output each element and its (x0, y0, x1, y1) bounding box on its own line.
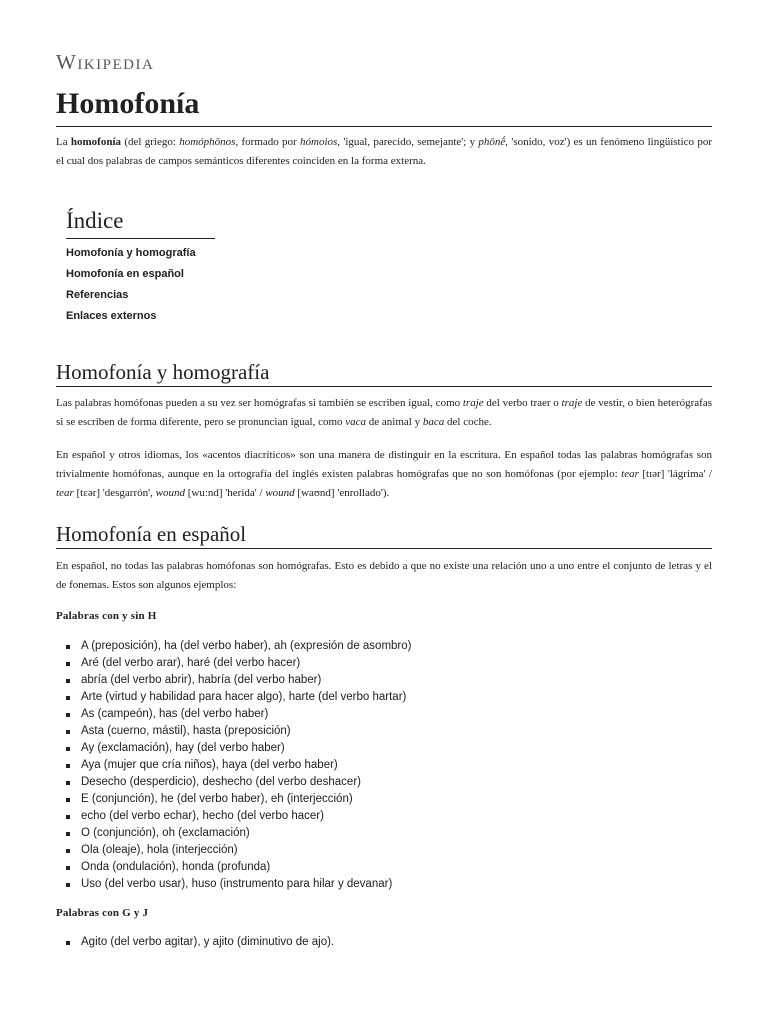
italic-term: traje (561, 397, 583, 409)
italic-term: traje (462, 397, 484, 409)
intro-text: , formado por (235, 136, 301, 148)
list-item: echo (del verbo echar), hecho (del verbo hacer) (62, 808, 411, 825)
intro-greek-term: phōnḗ (478, 136, 506, 148)
italic-term: tear (56, 487, 74, 499)
word-list (62, 638, 411, 893)
word-list (62, 934, 334, 951)
italic-term: tear (621, 468, 639, 480)
section-paragraph: En español, no todas las palabras homófonas son homógrafas. Esto es debido a que no existe una relación uno a uno entre el conjunto de letras y el de fonemas. Estos son algunos ejemplos: (56, 560, 712, 591)
paragraph-text: [tɪər] 'lágrima' / (638, 468, 712, 480)
section-paragraph (56, 446, 712, 503)
page-title: Homofonía (56, 84, 712, 127)
toc-title: Índice (66, 206, 215, 239)
table-of-contents (66, 206, 215, 327)
italic-term: vaca (345, 416, 367, 428)
italic-term: baca (422, 416, 445, 428)
list-item: Ay (exclamación), hay (del verbo haber) (62, 740, 411, 757)
italic-term: wound (155, 487, 185, 499)
list-item: abría (del verbo abrir), habría (del verbo haber) (62, 672, 411, 689)
list-item: O (conjunción), oh (exclamación) (62, 825, 411, 842)
list-item: Aya (mujer que cría niños), haya (del verbo haber) (62, 757, 411, 774)
paragraph-text: [tɛər] 'desgarrón', (73, 487, 156, 499)
list-item: Uso (del verbo usar), huso (instrumento para hilar y devanar) (62, 876, 411, 893)
section-heading: Homofonía y homografía (56, 358, 712, 387)
subsection-heading: Palabras con G y J (56, 907, 149, 919)
intro-greek-term: hómoios (300, 136, 338, 148)
toc-item[interactable]: Homofonía y homografía (66, 247, 196, 259)
intro-greek-term: homóphōnos (179, 136, 236, 148)
intro-paragraph (56, 133, 712, 171)
list-item: E (conjunción), he (del verbo haber), eh (interjección) (62, 791, 411, 808)
paragraph-text: [wuːnd] 'herida' / (184, 487, 266, 499)
section-paragraph (56, 394, 712, 432)
intro-text: (del griego: (121, 136, 180, 148)
intro-text: La (56, 136, 71, 148)
subsection-heading: Palabras con y sin H (56, 610, 157, 622)
section-heading: Homofonía en español (56, 520, 712, 549)
list-item: Ola (oleaje), hola (interjección) (62, 842, 411, 859)
list-item: As (campeón), has (del verbo haber) (62, 706, 411, 723)
toc-item[interactable]: Referencias (66, 289, 129, 301)
list-item: Agito (del verbo agitar), y ajito (diminutivo de ajo). (62, 934, 334, 951)
paragraph-text: Las palabras homófonas pueden a su vez ser homógrafas si también se escriben igual, como (56, 397, 463, 409)
list-item: A (preposición), ha (del verbo haber), ah (expresión de asombro) (62, 638, 411, 655)
toc-list (66, 243, 215, 327)
list-item: Onda (ondulación), honda (profunda) (62, 859, 411, 876)
list-item: Arte (virtud y habilidad para hacer algo), harte (del verbo hartar) (62, 689, 411, 706)
intro-bold-term: homofonía (70, 136, 122, 148)
paragraph-text: En español y otros idiomas, los «acentos diacríticos» son una manera de distinguir en la escritura. En español todas las palabras homógrafas son trivialmente homófonas, aunque en la ortografía del inglés existen palabras homógrafas que no son homófonas (por ejemplo: (56, 449, 712, 480)
intro-text: , 'igual, parecido, semejante'; y (337, 136, 479, 148)
intro-text: , 'sonido, voz') es un fenómeno lingüístico por el cual dos palabras de campos semánticos diferentes coinciden en la forma externa. (56, 136, 712, 167)
paragraph-text: del verbo traer o (483, 397, 562, 409)
wikipedia-logo[interactable]: Wikipedia (56, 50, 155, 74)
toc-item[interactable]: Enlaces externos (66, 310, 157, 322)
list-item: Aré (del verbo arar), haré (del verbo hacer) (62, 655, 411, 672)
toc-item[interactable]: Homofonía en español (66, 268, 184, 280)
list-item: Desecho (desperdicio), deshecho (del verbo deshacer) (62, 774, 411, 791)
paragraph-text: de vestir, o bien heterógrafas si se escriben de forma diferente, pero se pronuncian igual, como (56, 397, 713, 428)
list-item: Asta (cuerno, mástil), hasta (preposición) (62, 723, 411, 740)
paragraph-text: de animal y (366, 416, 423, 428)
italic-term: wound (265, 487, 295, 499)
paragraph-text: del coche. (444, 416, 492, 428)
paragraph-text: [waʊnd] 'enrollado'). (294, 487, 390, 499)
